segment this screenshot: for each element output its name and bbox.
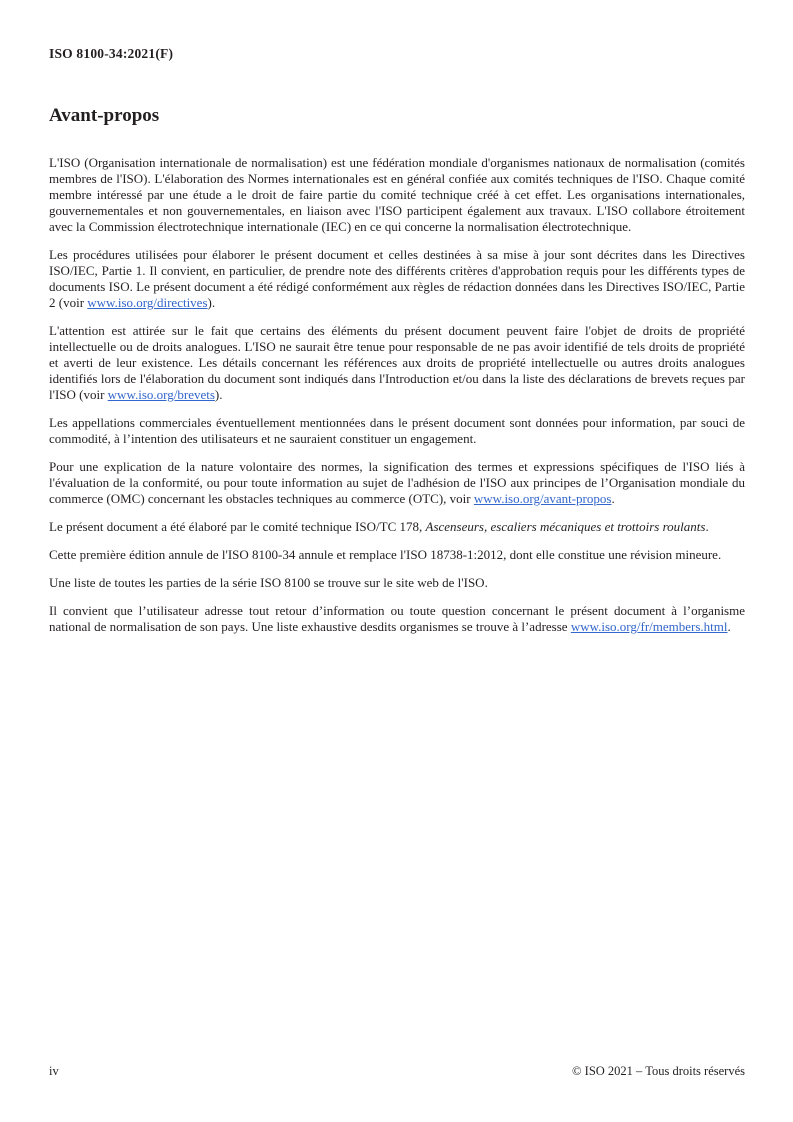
body-text: . (705, 519, 709, 534)
document-header (49, 46, 173, 62)
paragraph (49, 575, 745, 591)
hyperlink[interactable]: www.iso.org/brevets (107, 387, 215, 402)
body-text: Une liste de toutes les parties de la série ISO 8100 se trouve sur le site web de l'ISO. (49, 575, 488, 590)
page-number: iv (49, 1064, 59, 1078)
paragraph (49, 415, 745, 447)
body-text: Les procédures utilisées pour élaborer le présent document et celles destinées à sa mise à jour sont décrites dans les Directives ISO/IEC, Partie 1. Il convient, en particulier, de prendre note des différents critères d'approbation requis pour les différents types de documents ISO. Le présent document a été rédigé conformément aux règles de rédaction données dans les Directives ISO/IEC, Partie 2 (voir (49, 247, 745, 310)
document-reference: ISO 8100-34:2021(F) (49, 46, 174, 61)
hyperlink[interactable]: www.iso.org/avant-propos (473, 491, 612, 506)
italic-text: Ascenseurs, escaliers mécaniques et trottoirs roulants (425, 519, 706, 534)
body-text: L'ISO (Organisation internationale de normalisation) est une fédération mondiale d'organismes nationaux de normalisation (comités membres de l'ISO). L'élaboration des Normes internationales est en général confiée aux comités techniques de l'ISO. Chaque comité membre intéressé par une étude a le droit de faire partie du comité technique créé à cet effet. Les organisations internationales, gouvernementales et non gouvernementales, en liaison avec l'ISO participent également aux travaux. L'ISO collabore étroitement avec la Commission électrotechnique internationale (IEC) en ce qui concerne la normalisation électrotechnique. (49, 155, 745, 234)
page-title: Avant-propos (49, 105, 160, 126)
paragraph (49, 459, 745, 507)
body-text: Le présent document a été élaboré par le comité technique ISO/TC 178, (49, 519, 426, 534)
body-text: Il convient que l’utilisateur adresse tout retour d’information ou toute question concernant le présent document à l’organisme national de normalisation de son pays. Une liste exhaustive desdits organismes se trouve à l’adresse (49, 603, 745, 634)
body-text: . (611, 491, 615, 506)
body-text: ). (214, 387, 223, 402)
paragraph (49, 547, 745, 563)
hyperlink[interactable]: www.iso.org/directives (87, 295, 208, 310)
body-text: L'attention est attirée sur le fait que certains des éléments du présent document peuvent faire l'objet de droits de propriété intellectuelle ou de droits analogues. L'ISO ne saurait être tenue pour responsable de ne pas avoir identifié de tels droits de propriété et averti de leur existence. Les détails concernant les références aux droits de propriété intellectuelle ou autres droits analogues identifiés lors de l'élaboration du document sont indiqués dans l'Introduction et/ou dans la liste des déclarations de brevets reçues par l'ISO (voir (49, 323, 745, 402)
foreword-body (49, 155, 745, 647)
paragraph (49, 247, 745, 311)
body-text: Cette première édition annule de l'ISO 8100-34 annule et remplace l'ISO 18738-1:2012, dont elle constitue une révision mineure. (49, 547, 722, 562)
body-text: . (727, 619, 731, 634)
body-text: Les appellations commerciales éventuellement mentionnées dans le présent document sont données pour information, par souci de commodité, à l’intention des utilisateurs et ne sauraient constituer un engagement. (49, 415, 745, 446)
paragraph (49, 519, 745, 535)
body-text: ). (207, 295, 216, 310)
hyperlink[interactable]: www.iso.org/fr/members.html (570, 619, 728, 634)
body-text: Pour une explication de la nature volontaire des normes, la signification des termes et expressions spécifiques de l'ISO liés à l'évaluation de la conformité, ou pour toute information au sujet de l'adhésion de l'ISO aux principes de l’Organisation mondiale du commerce (OMC) concernant les obstacles techniques au commerce (OTC), voir (49, 459, 745, 506)
paragraph (49, 155, 745, 235)
copyright-notice: © ISO 2021 – Tous droits réservés (572, 1064, 745, 1078)
paragraph (49, 323, 745, 403)
document-footer (49, 1064, 745, 1079)
paragraph (49, 603, 745, 635)
